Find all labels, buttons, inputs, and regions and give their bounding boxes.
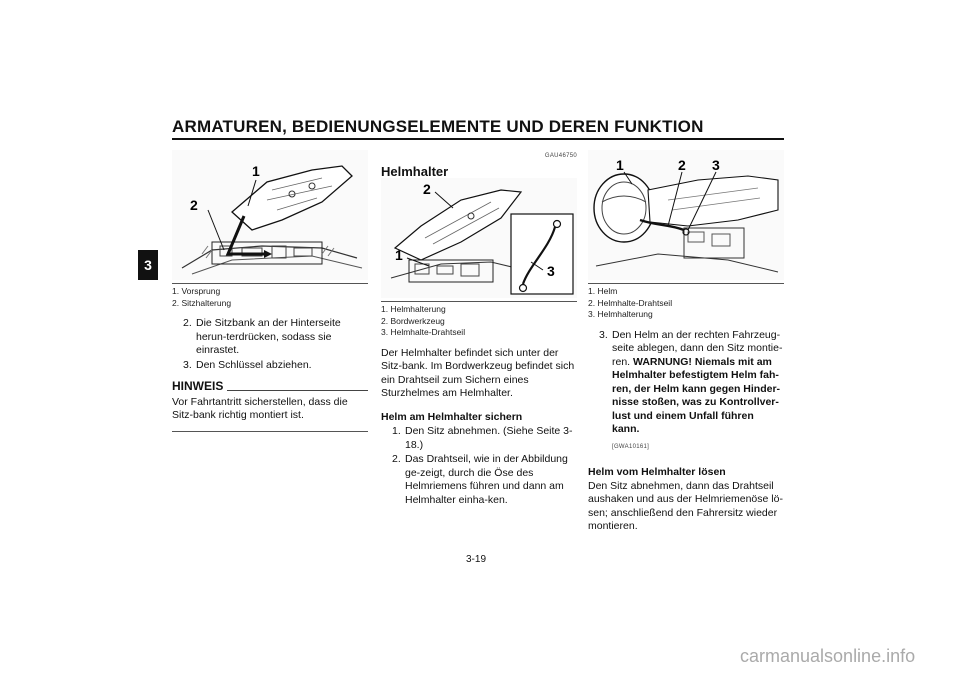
hinweis-rule bbox=[172, 431, 368, 432]
caption-item: 3. Helmhalterung bbox=[588, 309, 653, 319]
section-code: GAU46750 bbox=[544, 153, 577, 159]
caption-item: 1. Vorsprung bbox=[172, 286, 221, 296]
subheading: Helm am Helmhalter sichern bbox=[381, 410, 523, 423]
callout-2: 2 bbox=[190, 197, 198, 213]
callout-3: 3 bbox=[547, 263, 555, 279]
callout-1: 1 bbox=[616, 157, 624, 173]
callout-2: 2 bbox=[678, 157, 686, 173]
callout-2: 2 bbox=[423, 181, 431, 197]
hinweis-text: Vor Fahrtantritt sicherstellen, dass die Sitz-bank richtig montiert ist. bbox=[172, 395, 348, 421]
callout-1: 1 bbox=[395, 247, 403, 263]
title-rule bbox=[172, 138, 784, 140]
caption-item: 2. Helmhalte-Drahtseil bbox=[588, 297, 673, 308]
warning-code: [GWA10161] bbox=[612, 443, 650, 450]
caption-item: 2. Sitzhalterung bbox=[172, 297, 232, 308]
seat-illustration bbox=[172, 150, 368, 280]
page-number: 3-19 bbox=[466, 554, 487, 565]
caption-rule bbox=[588, 283, 784, 284]
section-heading: Helmhalter bbox=[381, 163, 449, 179]
callout-3: 3 bbox=[712, 157, 720, 173]
watermark: carmanualsonline.info bbox=[740, 646, 916, 666]
helmet-illustration bbox=[588, 150, 784, 280]
caption-item: 3. Helmhalte-Drahtseil bbox=[381, 327, 466, 337]
callout-1: 1 bbox=[252, 163, 260, 179]
warning-text: WARNUNG! Niemals mit am Helmhalter befestigtem Helm fah-ren, der Helm kann gegen Hinder-nisse stoßen, was zu Kontrollver-lust und einem Unfall führen kann. bbox=[612, 355, 781, 435]
caption-item: 1. Helm bbox=[588, 286, 618, 296]
step-item: 2. Die Sitzbank an der Hinterseite herun-terdrücken, sodass sie einrastet. bbox=[183, 317, 341, 356]
step-item: 2. Das Drahtseil, wie in der Abbildung ge-zeigt, durch die Öse des Helmriemens führen und dann am Helmhalter einha-ken. bbox=[392, 453, 568, 506]
step-item: 1. Den Sitz abnehmen. (Siehe Seite 3-18.) bbox=[392, 425, 573, 451]
body-text: Den Sitz abnehmen, dann das Drahtseil aushaken und aus der Helmriemenöse lö-sen; anschließend den Fahrersitz wieder montieren. bbox=[588, 479, 783, 532]
caption-rule bbox=[172, 283, 368, 284]
intro-text: Der Helmhalter befindet sich unter der Sitz-bank. Im Bordwerkzeug befindet sich ein Drahtseil zum Sichern eines Sturzhelmes am Helmhalter. bbox=[381, 346, 575, 399]
caption-item: 2. Bordwerkzeug bbox=[381, 315, 445, 326]
subheading: Helm vom Helmhalter lösen bbox=[588, 466, 726, 478]
caption-item: 1. Helmhalterung bbox=[381, 304, 446, 314]
step-item: 3. Den Schlüssel abziehen. bbox=[183, 358, 312, 371]
helmet-holder-illustration bbox=[381, 178, 577, 298]
page-title: ARMATUREN, BEDIENUNGSELEMENTE UND DEREN FUNKTION bbox=[172, 117, 704, 136]
caption-rule bbox=[381, 301, 577, 302]
step-item: 3. Den Helm an der rechten Fahrzeug-seite ablegen, dann den Sitz montie-ren. WARNUNG! Niemals mit am Helmhalter befestigtem Helm fah-ren, der Helm kann gegen Hinder-nisse stoßen, was zu Kontrollver-lust und einem Unfall führen kann. [GWA10161] bbox=[588, 329, 784, 455]
hinweis-header: HINWEIS bbox=[172, 380, 368, 394]
chapter-tab: 3 bbox=[138, 250, 158, 280]
